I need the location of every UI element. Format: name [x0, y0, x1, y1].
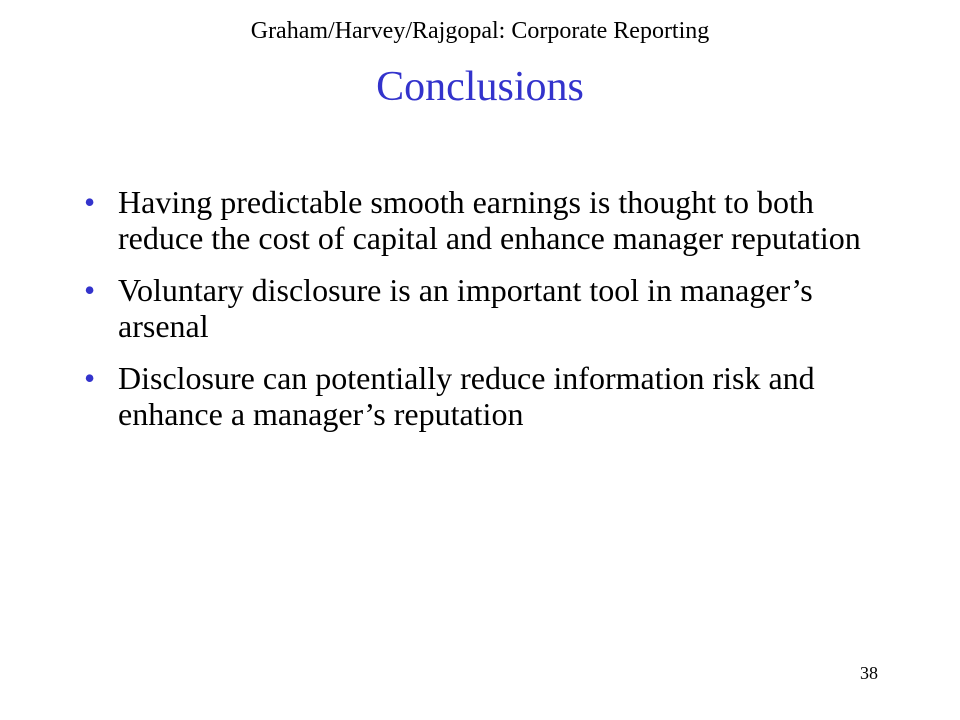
page-number: 38 — [860, 663, 878, 683]
bullet-icon: • — [84, 184, 96, 220]
bullet-icon: • — [84, 272, 96, 308]
bullet-item — [84, 184, 904, 256]
bullet-text: Disclosure can potentially reduce information risk and enhance a manager’s reputation — [118, 360, 815, 432]
bullet-item — [84, 272, 904, 344]
bullet-text: Having predictable smooth earnings is thought to both reduce the cost of capital and enhance manager reputation — [118, 184, 861, 256]
bullet-icon: • — [84, 360, 96, 396]
bullet-list — [84, 184, 904, 448]
running-header: Graham/Harvey/Rajgopal: Corporate Reporting — [250, 18, 710, 44]
bullet-text: Voluntary disclosure is an important tool in manager’s arsenal — [118, 272, 813, 344]
slide-title: Conclusions — [376, 64, 584, 110]
bullet-item — [84, 360, 904, 432]
